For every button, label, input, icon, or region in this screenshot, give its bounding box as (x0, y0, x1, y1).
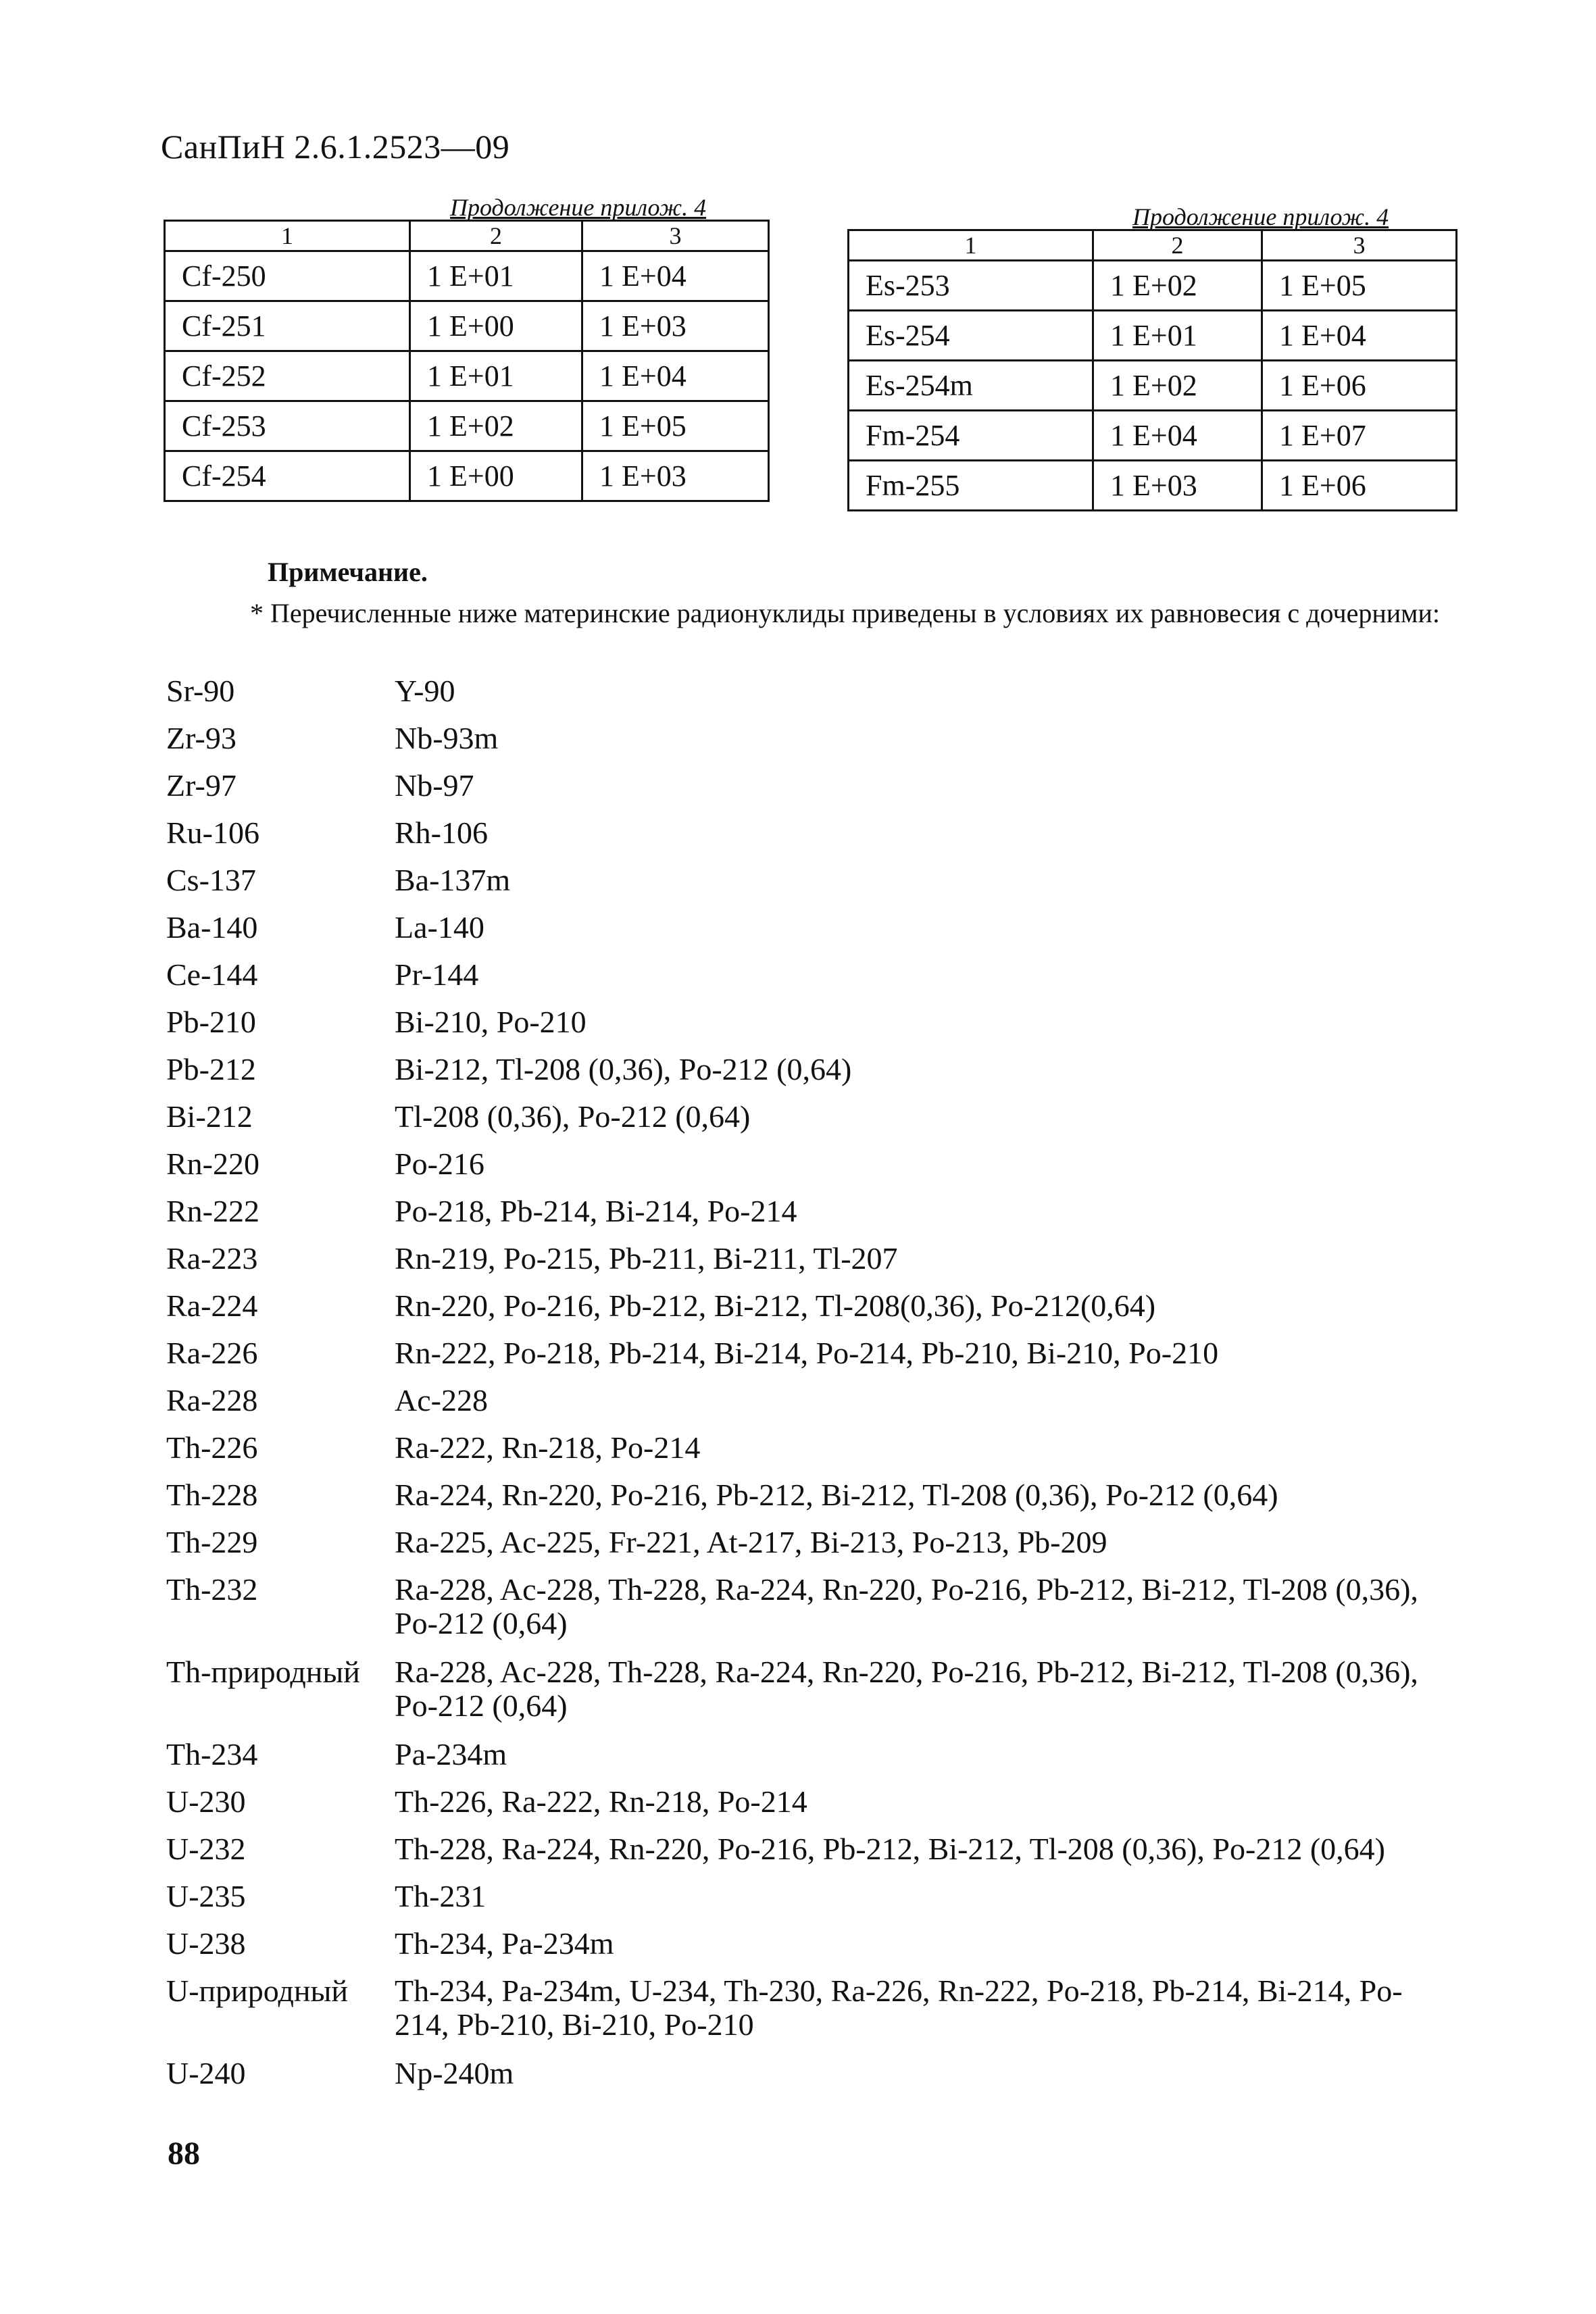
daughter-nuclides: Ac-228 (395, 1383, 488, 1417)
daughter-nuclides: Th-231 (395, 1879, 487, 1913)
list-item (166, 1005, 1450, 1039)
list-item (166, 1053, 1450, 1086)
table-row (165, 351, 769, 401)
table-row (165, 451, 769, 501)
parent-nuclide: Ba-140 (166, 910, 258, 945)
table-caption-right: Продолжение прилож. 4 (1132, 203, 1389, 230)
note-title: Примечание. (268, 557, 428, 587)
daughter-nuclides: Y-90 (395, 674, 455, 708)
value-cell: 1 E+03 (1093, 461, 1262, 511)
list-item (166, 958, 1450, 992)
value-cell: 1 E+01 (410, 351, 582, 401)
parent-nuclide: U-240 (166, 2056, 246, 2090)
daughter-nuclides: Rn-222, Po-218, Pb-214, Bi-214, Po-214, Pb-210, Bi-210, Po-210 (395, 1336, 1219, 1370)
parent-nuclide: U-230 (166, 1784, 246, 1819)
table-header-row (849, 230, 1457, 261)
list-item (166, 674, 1450, 708)
parent-nuclide: U-238 (166, 1926, 246, 1961)
parent-nuclide: Th-234 (166, 1737, 258, 1771)
parent-nuclide: Pb-212 (166, 1052, 256, 1086)
nuclide-cell: Es-253 (849, 261, 1093, 311)
value-cell: 1 E+06 (1262, 461, 1457, 511)
daughter-nuclides: Np-240m (395, 2056, 514, 2090)
parent-nuclide: U-232 (166, 1832, 246, 1866)
list-item (166, 1194, 1450, 1228)
list-item (166, 769, 1450, 803)
table-row (849, 311, 1457, 361)
table-row (165, 401, 769, 451)
daughter-nuclides: Ba-137m (395, 863, 511, 897)
table-row (165, 301, 769, 351)
value-cell: 1 E+04 (582, 251, 769, 301)
value-cell: 1 E+02 (410, 401, 582, 451)
nuclide-cell: Cf-254 (165, 451, 410, 501)
daughter-nuclides: Bi-212, Tl-208 (0,36), Po-212 (0,64) (395, 1052, 852, 1086)
daughter-nuclides: Th-234, Pa-234m, U-234, Th-230, Ra-226, Rn-222, Po-218, Pb-214, Bi-214, Po-214, Pb-210, Bi-210, Po-210 (395, 1973, 1403, 2042)
parent-nuclide: Sr-90 (166, 674, 235, 708)
list-item (166, 1100, 1450, 1134)
list-item (166, 1974, 1450, 2042)
value-cell: 1 E+02 (1093, 261, 1262, 311)
list-item (166, 1738, 1450, 1771)
parent-nuclide: Th-229 (166, 1525, 258, 1559)
value-cell: 1 E+04 (1262, 311, 1457, 361)
nuclide-cell: Fm-255 (849, 461, 1093, 511)
column-header: 2 (410, 221, 582, 251)
list-item (166, 1526, 1450, 1559)
parent-nuclide: Ra-228 (166, 1383, 258, 1417)
nuclide-cell: Cf-251 (165, 301, 410, 351)
parent-nuclide: Cs-137 (166, 863, 256, 897)
table-header-row (165, 221, 769, 251)
daughter-nuclides: Ra-222, Rn-218, Po-214 (395, 1430, 701, 1465)
parent-nuclide: Bi-212 (166, 1099, 253, 1134)
daughter-nuclides: Po-216 (395, 1147, 484, 1181)
nuclide-cell: Cf-253 (165, 401, 410, 451)
value-cell: 1 E+05 (1262, 261, 1457, 311)
value-cell: 1 E+04 (582, 351, 769, 401)
table-row (849, 461, 1457, 511)
daughter-nuclides: Nb-93m (395, 721, 499, 755)
list-item (166, 1927, 1450, 1961)
table-row (849, 411, 1457, 461)
parent-nuclide: Ra-223 (166, 1241, 258, 1276)
list-item (166, 1147, 1450, 1181)
value-cell: 1 E+01 (410, 251, 582, 301)
list-item (166, 1336, 1450, 1370)
nuclide-table-left (164, 220, 770, 502)
document-header: СанПиН 2.6.1.2523—09 (161, 128, 510, 166)
column-header: 2 (1093, 230, 1262, 261)
list-item (166, 1655, 1450, 1723)
column-header: 1 (849, 230, 1093, 261)
parent-nuclide: Zr-97 (166, 768, 236, 803)
daughter-nuclides: Ra-225, Ac-225, Fr-221, At-217, Bi-213, Po-213, Pb-209 (395, 1525, 1107, 1559)
daughter-nuclides: Rn-219, Po-215, Pb-211, Bi-211, Tl-207 (395, 1241, 898, 1276)
nuclide-cell: Fm-254 (849, 411, 1093, 461)
nuclide-cell: Es-254m (849, 361, 1093, 411)
nuclide-cell: Es-254 (849, 311, 1093, 361)
parent-nuclide: Ce-144 (166, 957, 258, 992)
list-item (166, 911, 1450, 945)
value-cell: 1 E+06 (1262, 361, 1457, 411)
list-item (166, 1384, 1450, 1417)
column-header: 3 (582, 221, 769, 251)
table-row (849, 361, 1457, 411)
list-item (166, 1573, 1450, 1640)
daughter-nuclides: Tl-208 (0,36), Po-212 (0,64) (395, 1099, 751, 1134)
table-row (165, 251, 769, 301)
list-item (166, 863, 1450, 897)
nuclide-table-right (847, 229, 1457, 511)
list-item (166, 1289, 1450, 1323)
parent-nuclide: Rn-220 (166, 1147, 259, 1181)
daughter-nuclides: Nb-97 (395, 768, 474, 803)
parent-nuclide: U-природный (166, 1973, 348, 2008)
parent-nuclide: Th-природный (166, 1655, 360, 1689)
parent-nuclide: Th-228 (166, 1478, 258, 1512)
list-item (166, 2057, 1450, 2090)
parent-nuclide: Th-232 (166, 1572, 258, 1607)
list-item (166, 1431, 1450, 1465)
daughter-nuclides: Pa-234m (395, 1737, 507, 1771)
value-cell: 1 E+00 (410, 301, 582, 351)
parent-nuclide: Pb-210 (166, 1005, 256, 1039)
parent-nuclide: Zr-93 (166, 721, 236, 755)
parent-nuclide: Ra-226 (166, 1336, 258, 1370)
value-cell: 1 E+03 (582, 451, 769, 501)
column-header: 3 (1262, 230, 1457, 261)
nuclide-cell: Cf-252 (165, 351, 410, 401)
list-item (166, 722, 1450, 755)
table-row (849, 261, 1457, 311)
equilibrium-list (166, 674, 1450, 2104)
value-cell: 1 E+01 (1093, 311, 1262, 361)
value-cell: 1 E+00 (410, 451, 582, 501)
page-number: 88 (168, 2136, 200, 2171)
daughter-nuclides: Th-234, Pa-234m (395, 1926, 614, 1961)
parent-nuclide: U-235 (166, 1879, 246, 1913)
daughter-nuclides: Pr-144 (395, 957, 479, 992)
value-cell: 1 E+07 (1262, 411, 1457, 461)
value-cell: 1 E+02 (1093, 361, 1262, 411)
table-caption-left: Продолжение прилож. 4 (450, 194, 707, 221)
list-item (166, 1242, 1450, 1276)
daughter-nuclides: Rh-106 (395, 815, 488, 850)
list-item (166, 1880, 1450, 1913)
list-item (166, 816, 1450, 850)
daughter-nuclides: Th-228, Ra-224, Rn-220, Po-216, Pb-212, Bi-212, Tl-208 (0,36), Po-212 (0,64) (395, 1832, 1385, 1866)
nuclide-cell: Cf-250 (165, 251, 410, 301)
daughter-nuclides: Bi-210, Po-210 (395, 1005, 587, 1039)
daughter-nuclides: La-140 (395, 910, 484, 945)
parent-nuclide: Ru-106 (166, 815, 259, 850)
daughter-nuclides: Rn-220, Po-216, Pb-212, Bi-212, Tl-208(0,36), Po-212(0,64) (395, 1288, 1156, 1323)
value-cell: 1 E+05 (582, 401, 769, 451)
list-item (166, 1785, 1450, 1819)
list-item (166, 1478, 1450, 1512)
list-item (166, 1832, 1450, 1866)
daughter-nuclides: Ra-228, Ac-228, Th-228, Ra-224, Rn-220, Po-216, Pb-212, Bi-212, Tl-208 (0,36), Po-212 (0,64) (395, 1572, 1418, 1640)
daughter-nuclides: Ra-228, Ac-228, Th-228, Ra-224, Rn-220, Po-216, Pb-212, Bi-212, Tl-208 (0,36), Po-212 (0,64) (395, 1655, 1418, 1723)
daughter-nuclides: Ra-224, Rn-220, Po-216, Pb-212, Bi-212, Tl-208 (0,36), Po-212 (0,64) (395, 1478, 1278, 1512)
value-cell: 1 E+03 (582, 301, 769, 351)
parent-nuclide: Ra-224 (166, 1288, 258, 1323)
daughter-nuclides: Po-218, Pb-214, Bi-214, Po-214 (395, 1194, 797, 1228)
parent-nuclide: Rn-222 (166, 1194, 259, 1228)
column-header: 1 (165, 221, 410, 251)
daughter-nuclides: Th-226, Ra-222, Rn-218, Po-214 (395, 1784, 807, 1819)
parent-nuclide: Th-226 (166, 1430, 258, 1465)
note-text: * Перечисленные ниже материнские радионуклиды приведены в условиях их равновесия с дочерними: (250, 598, 1440, 628)
value-cell: 1 E+04 (1093, 411, 1262, 461)
